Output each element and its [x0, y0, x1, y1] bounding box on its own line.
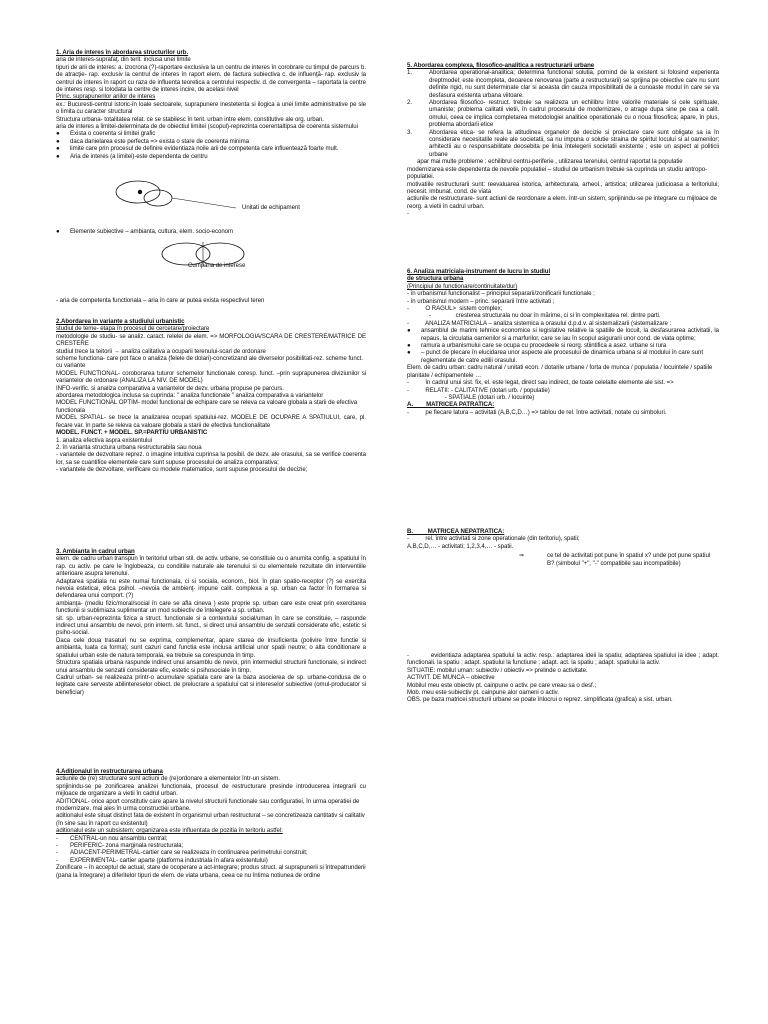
section-3-line: Structura spatiala urbana raspunde indirect unui ansamblu de nevoi, prin intermediul structurii functionale, si indirect unui ansamblu de senzatii considerate efic, estetic si psihosociale în timp.	[56, 659, 366, 674]
list-item: 1. Abordarea operational-analitica; determina functional solutia, pornind de la existent si folosind experienta dreptmodel; este incompleta, deoarece renovarea (parte a restructurarii) se sprijina pe obiective care nu sunt definite rigid, nu sunt determinate clar si aceasta din cauza imposibilitatii de a cunoaste modul în care se va desfasura existenta urbana viitoare.	[407, 69, 719, 99]
section-4-title: 4.Adiţionalul în restructurarea urbana	[56, 768, 163, 775]
section-5-line: motivatiile restructurarii sunt: reevaluarea istorica, arhitecturala, arheol., artistica; utilizarea judicioasa a teritoriului; necesit. imbunat. cond. de viata	[407, 180, 719, 195]
section-2-line: studiul de teme- etapa în procesul de cercetare/proiectare	[56, 325, 210, 333]
list-item: ● Elemente subiective – ambianta, cultura, elem. socio-econom	[56, 228, 234, 235]
matrix-b-note	[407, 552, 719, 567]
section-6-line: Elem. de cadru urban: cadru natural / unitati econ. / dotarile urbane / forta de munca / populatia / locuintele / spatiile planitate / echipamentele …	[407, 364, 713, 379]
list-item: - PERIFERIC- zona marginala restructurala;	[56, 842, 184, 850]
section-6-line: OBS. pe baza matricei structurii urbane se poate înlocrui o reprez. simplificata (grafica) a sist. urban.	[407, 696, 673, 704]
list-item: ● ramura a urbanismului care se ocupa cu procedeele si reorg. stiintifica a asez. urbane si rura	[407, 342, 667, 350]
section-3-line: Cadrul urban- se realizeaza printr-o acumulare spatiala care are la baza asocierea de sp. urbane-condusa de o legitate care serveste abilintereselor obiect. de prelucrare a spatiului cat si intereselor subiective (omul-producator si beneficiar)	[56, 673, 366, 696]
diagram-label: Cumpana de interese	[188, 262, 246, 269]
section-2-line: MODEL. FUNCT. + MODEL. SP.=PARTIU URBANISTIC	[56, 429, 208, 437]
matrix-b-heading: B. MATRICEA NEPATRATICA:	[407, 528, 505, 535]
section-2-line: - variantele de dezvoltare, verificare cu modele matematice, sunt supuse procesului de decizie;	[56, 466, 308, 474]
dash-icon: -	[56, 849, 58, 857]
matrix-a-line: - pe fiecare latura – activitati (A,B,C,D…) => tablou de rel. între activitati, notate cu simboluri.	[407, 408, 667, 416]
section-2	[56, 318, 366, 474]
section-4-line: actiunile de (re) structurare sunt actiuni de (re)ordonare a elementelor într-un sistem.	[56, 775, 280, 783]
section-6-line: - cresterea structurala nu doar în mărime, ci si în complexitatea rel. dintre parti.	[429, 312, 661, 320]
bullet-icon: ●	[407, 342, 411, 350]
section-6-line: - în urbanismul functionalist – principiul separarii/zonificarii functionale ;	[407, 290, 595, 298]
list-item: ● limite care prin procesul de definire evidentiaza noile arii de competenta care influentează foarte mult.	[56, 145, 339, 153]
item-number: 3.	[407, 128, 412, 136]
item-number: 2.	[407, 99, 412, 107]
section-6-line: SITUATIE: mobilul uman: subiectiv / obiectiv => prelinde o activitate.	[407, 666, 588, 674]
list-item: 3. Abordarea etica- se refera la atitudinea organelor de decizie si proiectare care sunt obligate sa ia în considerare necesitatile reale ale societatii, sa nu impuna o solutie straina de spiritul locului si al oamenilor; arhitectii au o responsabilitate deosebita pe linia întelegerii societatii existente ; este un aspect al politicii urbane	[407, 128, 719, 158]
bullet-icon: ●	[56, 145, 60, 153]
section-3-title: 3. Ambianta în cadrul urban	[56, 548, 135, 555]
matrix-a-heading: A. MATRICEA PATRATICA:	[407, 401, 495, 409]
bullet-icon: ●	[407, 327, 411, 335]
section-1-line: ex.: Bucuresti-centrul istoric-în loale sectoarele, suprapunere inestetenta si ilogica a unei limite administrative pe sle o limita cu caracter structural	[56, 100, 366, 116]
section-1-line: Princ. suprapunerilor ariilor de interes	[56, 93, 156, 101]
section-2-line: studiul trece la teitorii → analiza calitativa a ocuparii terenului-scari de ordonare	[56, 347, 266, 355]
section-5	[407, 62, 719, 218]
section-1-line: aria de interes-suprafaţ. din terit. inclusa unei limite	[56, 56, 191, 64]
section-6-line: - ANALIZA MATRICIALA – analiza sistemica a orasului d.p.d.v. al sistemalizarii (sistemalizare :	[407, 319, 672, 327]
section-3-line: Daca cele doua trasaturi nu se exprima, complementar, apare starea de insuficienta (polivire între functie si ambianta, luata ca forma); sunt cazuri cand functia este inclusa artificial unor spatii neutre; o alta conditionare a spatiului urban este de natura temporala, ea trebuie sa corespunda în timp.	[56, 636, 366, 659]
section-2-line: scheme functiona- care pot face o analiza (felele de dolari)-concretizand ale diverselor posibilitati-rez. scheme funct. cu variante	[56, 355, 363, 370]
matrix-b-note-text: ce tel de activitati pot pune în spatiul x? unde pot pune spatiul B? (simbolul "+", "-" compatibile sau incompatibile)	[547, 552, 711, 567]
watershed-diagram	[126, 236, 276, 270]
list-item: ● – punct de plecare în elucidarea unor aspecte ale procesului de dinamica urbana si al modului în care sunt reglementate de catre edilii orasului.	[407, 349, 703, 364]
section-5-line: -	[407, 210, 409, 218]
list-item: ● daca danielarea este perfecta => exista o stare de coerenta minima	[56, 137, 249, 145]
matrix-b-line: - rel. între activitati si zone operationale (din teritoriu), spatii;	[407, 535, 580, 543]
section-4	[56, 768, 366, 879]
section-4-line: ADITIONAL- orice aport constitutiv care apare la nivelul structurii functionale sau configuratiei, în urma operatiei de modernizare, mai ales în urma constructiei urbane.	[56, 797, 360, 813]
section-4-line: aditionalul este un subsistem; organizarea este influentata de pozitia în teritoriu astfel:	[56, 827, 283, 835]
section-1-line: aria de interes a limitei-delerminata de de obiectiul limitei (scopul)-reprezinta coerentaltipsa de coerenta sistemului	[56, 123, 358, 131]
section-4-line: aditionalul este situat distinct fata de existent în organismul urban restructurat – se concretizeaza cantitativ si calitativ (în sine sau în raport cu existentul)	[56, 812, 365, 827]
section-1-bullet5	[56, 228, 366, 235]
section-2-line: 1. analiza efectiva aspra existentului	[56, 436, 152, 444]
list-item: - CENTRAL-un nou ansamblu central;	[56, 834, 168, 842]
section-6-line: - în urbanismul modern – princ. separarii între activitati ;	[407, 297, 555, 305]
section-3-line: sit. sp. urban-reprezinta fizica a struct. functionale si a contextului social/uman în care se constituie, – raspunde indirect unui ansamblu de nevoi, prin interm. sit. funct., si direct unui ansamblu de senzatii considerate efic, estetic si psiho-social.	[56, 614, 366, 637]
section-2-line: abordarea metodologica inclusa sa cuprinda: " analiza functionale " analiza comparativa a variantelor	[56, 392, 324, 400]
section-4-line: sprijinindu-se pe zonificarea analizei functionala, procesul de restructurare presinde introducerea integrarii cu mijloace de organizare a vietii în cadrul urban.	[56, 782, 366, 798]
section-5-line: apar mai multe probleme : echilibrul centru-periferie , utilizarea terenului, centrul raportat la populatie	[417, 158, 683, 166]
section-1-title: 1. Aria de interes în abordarea structurilor urb.	[56, 49, 189, 56]
section-2-line: MODEL FUNCTIONAL OPTIM- model functional de echipare care se releva ca valoare globala a starii de efectiva functionala	[56, 399, 358, 414]
section-5-line: modernizarea este dependenta de nevoile populatiei – studiul de urbanism trebuie sa cuprinda un studiu antropo-populatiei.	[407, 165, 708, 181]
section-6-line: Mobilul meu este obiectiv pt. cainpune o activ. pe care vreau sa o desf.;	[407, 681, 596, 689]
section-6	[407, 268, 719, 416]
section-6-conclusion	[407, 652, 719, 704]
list-item: ● Aria de interes (a limitei)-este dependenta de centru	[56, 152, 208, 160]
section-4-footer: Zonificare – în acceptul de actual, stare de ocoperare a act-integrare; produs struct. al suprapunerii si întrepatrunderii (pana la întegrare) a diferitelor tipuri de elem. de viata urbana, ceea ce nu întima notiunea de ordine	[56, 864, 366, 879]
section-1	[56, 49, 366, 160]
section-2-line: INFO-verific. si analiza comparativa a variantelor de dezv. urbana propuse pe parcurs.	[56, 384, 284, 392]
interest-area-diagram	[86, 176, 326, 216]
bullet-icon: ●	[56, 137, 60, 145]
section-6-title: 6. Analiza matriciala-instrument de lucru în studiul	[407, 268, 551, 275]
diagram-label: Unitati de echipament	[242, 204, 300, 211]
arrow-right-icon: ⇒	[519, 552, 525, 560]
section-1-footer	[56, 297, 366, 304]
dash-icon: -	[56, 842, 58, 850]
section-2-line: 2. în varianta structura urbana restructurabila sau noua	[56, 443, 202, 451]
list-item: 2. Abordarea filosofico- restruct. trebuie sa realizeza un echilibru între valorile materiale si cele spirituale, umaniste; problema calitatii vietii, în cadrul procesului de modernizare, o atrage dupa sine pe cea a calit. omului, ceea ce implica completarea metodologiei analitice operationale cu o noua filosofica; apare, în plus, problema abordarii etice	[407, 99, 719, 129]
matrix-b-line: A,B,C,D,… - activitati; 1,2,3,4,… - spatii.	[407, 542, 514, 550]
bullet-icon: ●	[56, 152, 60, 160]
bullet-icon: ●	[56, 228, 60, 235]
section-3-line: elem. de cadru urban transpun în teritoriul urban stil. de activ. urbane, se constituie cu o anumita config. a spatiului în rap. cu activ. pe care le înglobeaza, cu conditiile naturale ale terenului si cu elementele rezultate din interventiile anterioare asupra terenului.	[56, 555, 366, 578]
list-item: ● ansamblul de marimi tehnice economice si legislative relative la spatiile de locuit, la desfasurarea activitatii, la repaus, la circulatia oamenilor si a marfurilor, care se iau în scopul asigurarii unor cond. de viata optime;	[407, 327, 719, 342]
section-1-line: tipuri de arii de interes: a. izocrona (?)-raportare exclusiva la un centru de interes în corobrare cu timpul de parcurs b. de atracţie- rap. exclusiv la centrul de interes în raport elem. de factura subiectiva c. de influenţă- rap. exclusiv la centrul de interes în raport cu raza de influenta teoretica a centrului respectiv. d. de convergenta – raportata la centre de interes resp. si tolodata la centre de interes incire, de acelasi nivel	[56, 63, 366, 94]
section-2-line: metodologie de studiu- se analiz. caract. relelei de elem. => MORFOLOGIA/SCARA DE CRESTERE/MATRICE DE CRESTERE	[56, 332, 366, 348]
section-6-line: ACTIVIT. DE MUNCA – obiective	[407, 674, 495, 682]
section-6-line: - evidentiaza adaptarea spatiului la activ. resp.: adaptarea ideii la spatiu; adaptarea spatiului la idee ; adapt. functionali. la spatiu ; adapt. spatiului la functiune ; adapt. act. la spatiu ; adapt. spatiului la activ.	[407, 652, 721, 667]
list-item: ● Exista o coerenta si limitei grafic	[56, 130, 156, 138]
bullet-icon: ●	[407, 349, 411, 357]
section-5-line: actiunile de restructurare- sunt actiuni de reordonare a elem. într-un sistem, sprijinindu-se pe integrare cu mijloace de reorg. a vietii în cadrul urban.	[407, 195, 717, 210]
section-6-line: - în cadrul unui sist. fix, el. este legat, direct sau indirect, de toate celelalte elemente ale sist. =>	[407, 379, 674, 387]
section-2-line: - variantele de dezvoltare reprez. o imagine intuitiva cuprinsa la posibil. de dezv. ale orasului, sa se verifice coerenta lor, sa se cuantifice elementele care sunt supuse procesului de analiza comparativa;	[56, 451, 366, 466]
section-6-line: - O RAGUL> sistem complex;	[407, 305, 503, 313]
dash-icon: -	[56, 834, 58, 842]
section-6-matrix-b	[407, 528, 719, 567]
section-3-line: Adaptarea spatiala nu este numai functionala, ci si sociala, econom., biol. în plan spatio-receptor (?) se exercita nevoia esteticai, etica psihol. –nevoia de ambienţ- impune calit. complexa a sp. urban ca factor în formarea si defendarea unui comport. (?)	[56, 577, 366, 600]
bullet-icon: ●	[56, 130, 60, 138]
list-item: - ADIACENT-PERIMETRAL-cartier care se realizeaza în continuarea perimetrului construit;	[56, 849, 308, 857]
section-6-title2: de structura urbana	[407, 275, 464, 283]
item-number: 1.	[407, 69, 412, 77]
section-1-line: Structura urbana- totalitatea relat. ce se stabilesc în terit. urban intre elem. constitutive ale org. urban.	[56, 115, 324, 123]
section-3	[56, 548, 366, 696]
section-1-footer-text: - aria de competenta functionala – aria în care ar putea exista respectivul teren	[56, 297, 265, 304]
dash-icon: -	[56, 856, 58, 864]
section-2-line: MODEL FUNCTIONAL- coroborarea tuturor schemelor functionale coresp. funct. –prin suprapunerea diviziunilor si variantelor de ordonare (ANALIZA LA NIV. DE MODEL)	[56, 369, 366, 385]
section-6-line: Mob. meu este subiectiv pt. cainpune alor oameni o activ.	[407, 689, 559, 697]
section-6-line: - SPATIALE (dotari urb. / locuinte)	[407, 393, 535, 401]
section-2-title: 2.Abordarea în variante a studiului urbanistic	[56, 318, 185, 325]
section-5-title: 5. Abordarea complexa, filosofico-analitica a restructurarii urbane	[407, 62, 595, 69]
section-2-line: MODEL SPATIAL- se trece la analizarea ocupari spatiului-rez. MODELE DE OCUPARE A SPATIULUI, care, pl. fecare var. în parte se releva ca valoare globala a starii de efectiva functionalitate	[56, 414, 366, 429]
section-6-line: - RELATII: - CALITATIVE (dotari urb. / populatie)	[407, 386, 550, 394]
section-6-subtitle: (Principiul de functionare/continuitate/dur)	[407, 282, 518, 290]
list-item: - EXPERIMENTAL- cartier aparte (platforma industriala în afara existentului)	[56, 856, 268, 864]
section-3-line: ambianţa- (mediu fizic/moral/social în care se afla cineva ) este proprie sp. urban care este creat prin exercitarea functiunii si sublimiaza suplimentar un mod subiectiv de întelegere a sp. urban.	[56, 599, 366, 615]
